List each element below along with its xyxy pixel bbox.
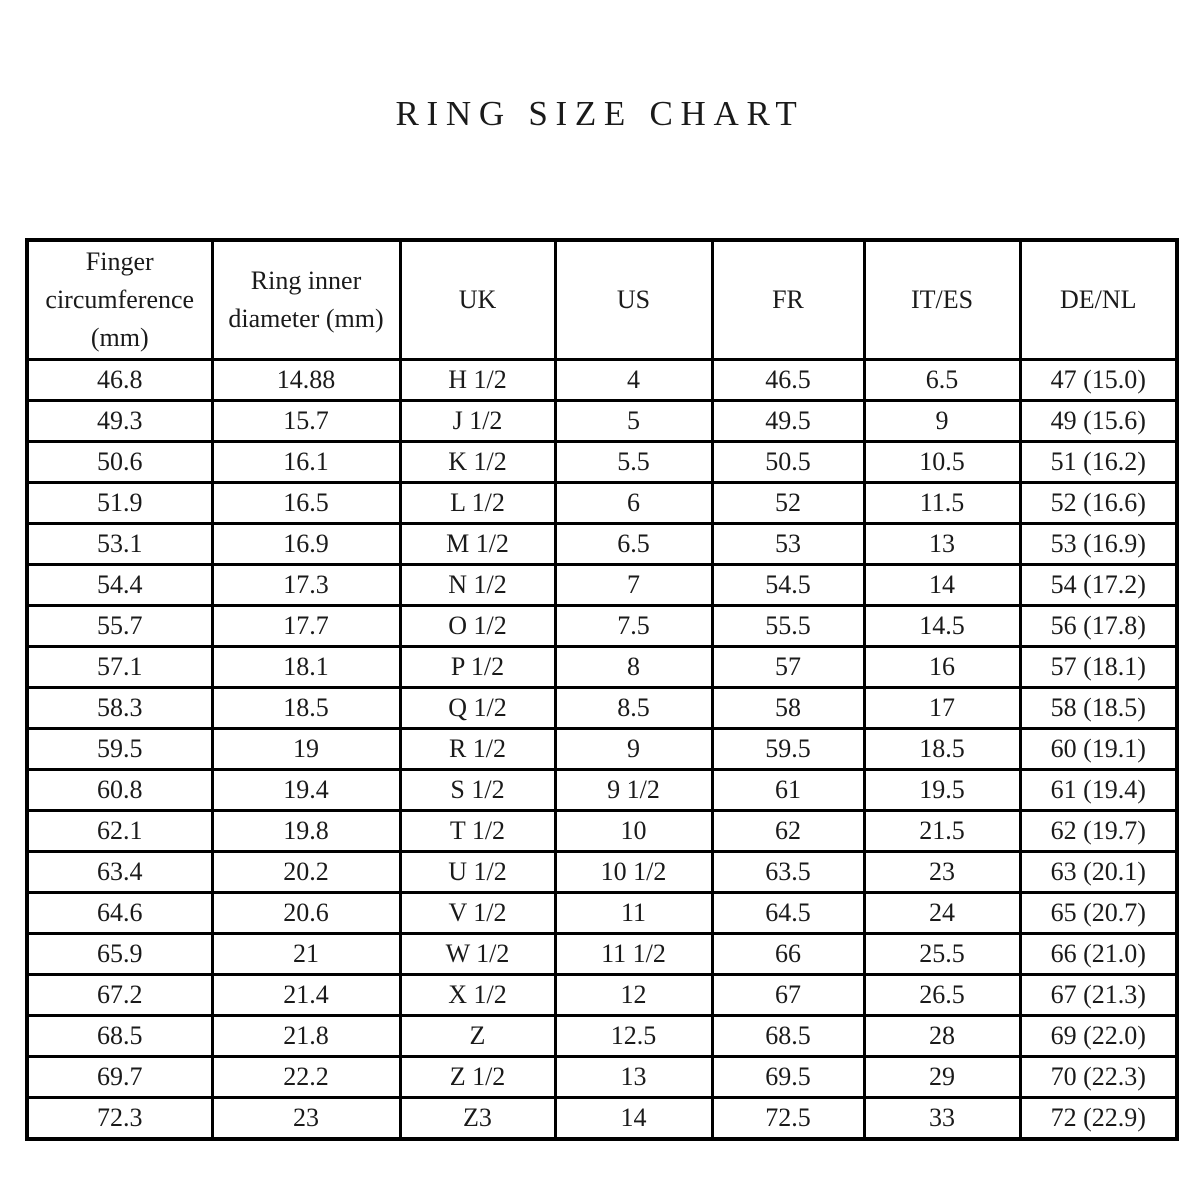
table-cell: 61 bbox=[712, 770, 864, 811]
table-cell: 63 (20.1) bbox=[1020, 852, 1177, 893]
table-cell: O 1/2 bbox=[400, 606, 555, 647]
table-cell: 58 (18.5) bbox=[1020, 688, 1177, 729]
table-cell: 18.1 bbox=[212, 647, 400, 688]
table-row bbox=[27, 852, 1177, 893]
table-cell: 14.88 bbox=[212, 360, 400, 401]
table-cell: M 1/2 bbox=[400, 524, 555, 565]
table-cell: 56 (17.8) bbox=[1020, 606, 1177, 647]
table-cell: 15.7 bbox=[212, 401, 400, 442]
table-cell: 24 bbox=[864, 893, 1020, 934]
table-cell: 54.4 bbox=[27, 565, 212, 606]
table-cell: Z 1/2 bbox=[400, 1057, 555, 1098]
table-cell: 65 (20.7) bbox=[1020, 893, 1177, 934]
table-cell: 23 bbox=[212, 1098, 400, 1140]
column-header: Ring inner diameter (mm) bbox=[212, 240, 400, 360]
table-cell: Z3 bbox=[400, 1098, 555, 1140]
table-cell: 25.5 bbox=[864, 934, 1020, 975]
table-cell: Z bbox=[400, 1016, 555, 1057]
table-cell: K 1/2 bbox=[400, 442, 555, 483]
ring-size-table bbox=[25, 238, 1179, 1141]
table-cell: 5 bbox=[555, 401, 712, 442]
table-cell: 5.5 bbox=[555, 442, 712, 483]
table-cell: 69.7 bbox=[27, 1057, 212, 1098]
table-cell: 28 bbox=[864, 1016, 1020, 1057]
table-cell: 12 bbox=[555, 975, 712, 1016]
table-cell: 63.5 bbox=[712, 852, 864, 893]
table-cell: 14 bbox=[555, 1098, 712, 1140]
table-cell: 18.5 bbox=[212, 688, 400, 729]
table-row bbox=[27, 770, 1177, 811]
table-cell: 7.5 bbox=[555, 606, 712, 647]
table-cell: 11 bbox=[555, 893, 712, 934]
table-cell: 53.1 bbox=[27, 524, 212, 565]
table-cell: 9 1/2 bbox=[555, 770, 712, 811]
table-cell: 20.6 bbox=[212, 893, 400, 934]
table-row bbox=[27, 647, 1177, 688]
table-row bbox=[27, 811, 1177, 852]
table-cell: 16.1 bbox=[212, 442, 400, 483]
table-cell: 16.9 bbox=[212, 524, 400, 565]
table-cell: J 1/2 bbox=[400, 401, 555, 442]
table-cell: 64.6 bbox=[27, 893, 212, 934]
column-header: IT/ES bbox=[864, 240, 1020, 360]
table-cell: 21.4 bbox=[212, 975, 400, 1016]
table-cell: 29 bbox=[864, 1057, 1020, 1098]
table-cell: 19 bbox=[212, 729, 400, 770]
column-header: Finger circumference (mm) bbox=[27, 240, 212, 360]
table-cell: 22.2 bbox=[212, 1057, 400, 1098]
table-cell: 55.7 bbox=[27, 606, 212, 647]
table-header-row bbox=[27, 240, 1177, 360]
table-cell: 14 bbox=[864, 565, 1020, 606]
table-cell: 58.3 bbox=[27, 688, 212, 729]
table-cell: 16.5 bbox=[212, 483, 400, 524]
table-row bbox=[27, 565, 1177, 606]
table-row bbox=[27, 360, 1177, 401]
column-header: FR bbox=[712, 240, 864, 360]
table-cell: 51 (16.2) bbox=[1020, 442, 1177, 483]
table-cell: 20.2 bbox=[212, 852, 400, 893]
table-cell: 49.5 bbox=[712, 401, 864, 442]
table-row bbox=[27, 688, 1177, 729]
table-cell: 57 bbox=[712, 647, 864, 688]
table-row bbox=[27, 483, 1177, 524]
table-cell: 11.5 bbox=[864, 483, 1020, 524]
page-title: RING SIZE CHART bbox=[395, 94, 805, 133]
table-cell: 67 bbox=[712, 975, 864, 1016]
table-cell: 53 (16.9) bbox=[1020, 524, 1177, 565]
table-cell: 19.5 bbox=[864, 770, 1020, 811]
table-cell: 68.5 bbox=[27, 1016, 212, 1057]
table-cell: 18.5 bbox=[864, 729, 1020, 770]
table-cell: L 1/2 bbox=[400, 483, 555, 524]
table-cell: 66 bbox=[712, 934, 864, 975]
table-cell: 13 bbox=[864, 524, 1020, 565]
table-cell: 14.5 bbox=[864, 606, 1020, 647]
table-cell: 21 bbox=[212, 934, 400, 975]
table-cell: 23 bbox=[864, 852, 1020, 893]
table-row bbox=[27, 934, 1177, 975]
table-cell: 69 (22.0) bbox=[1020, 1016, 1177, 1057]
table-cell: 70 (22.3) bbox=[1020, 1057, 1177, 1098]
column-header: UK bbox=[400, 240, 555, 360]
table-cell: 72.5 bbox=[712, 1098, 864, 1140]
table-cell: 11 1/2 bbox=[555, 934, 712, 975]
table-cell: Q 1/2 bbox=[400, 688, 555, 729]
table-row bbox=[27, 401, 1177, 442]
column-header: DE/NL bbox=[1020, 240, 1177, 360]
table-row bbox=[27, 1098, 1177, 1140]
table-cell: 10.5 bbox=[864, 442, 1020, 483]
table-row bbox=[27, 729, 1177, 770]
table-cell: 50.5 bbox=[712, 442, 864, 483]
table-row bbox=[27, 524, 1177, 565]
table-cell: 62 bbox=[712, 811, 864, 852]
table-cell: T 1/2 bbox=[400, 811, 555, 852]
table-cell: V 1/2 bbox=[400, 893, 555, 934]
table-cell: 68.5 bbox=[712, 1016, 864, 1057]
table-cell: U 1/2 bbox=[400, 852, 555, 893]
table-cell: 46.5 bbox=[712, 360, 864, 401]
table-row bbox=[27, 606, 1177, 647]
table-row bbox=[27, 893, 1177, 934]
table-cell: 19.4 bbox=[212, 770, 400, 811]
table-cell: 49 (15.6) bbox=[1020, 401, 1177, 442]
table-cell: 33 bbox=[864, 1098, 1020, 1140]
table-cell: 57 (18.1) bbox=[1020, 647, 1177, 688]
column-header: US bbox=[555, 240, 712, 360]
table-cell: 61 (19.4) bbox=[1020, 770, 1177, 811]
table-cell: 17 bbox=[864, 688, 1020, 729]
table-cell: 26.5 bbox=[864, 975, 1020, 1016]
table-cell: 16 bbox=[864, 647, 1020, 688]
table-row bbox=[27, 975, 1177, 1016]
table-cell: 50.6 bbox=[27, 442, 212, 483]
table-cell: 10 1/2 bbox=[555, 852, 712, 893]
table-cell: 60.8 bbox=[27, 770, 212, 811]
table-cell: 49.3 bbox=[27, 401, 212, 442]
table-cell: 9 bbox=[864, 401, 1020, 442]
table-cell: 9 bbox=[555, 729, 712, 770]
table-cell: 6.5 bbox=[555, 524, 712, 565]
table-cell: 67.2 bbox=[27, 975, 212, 1016]
table-cell: P 1/2 bbox=[400, 647, 555, 688]
table-cell: 58 bbox=[712, 688, 864, 729]
table-cell: 59.5 bbox=[27, 729, 212, 770]
table-cell: 17.7 bbox=[212, 606, 400, 647]
table-cell: 55.5 bbox=[712, 606, 864, 647]
table-cell: 6 bbox=[555, 483, 712, 524]
table-row bbox=[27, 1016, 1177, 1057]
table-cell: 46.8 bbox=[27, 360, 212, 401]
table-cell: 21.5 bbox=[864, 811, 1020, 852]
table-cell: 7 bbox=[555, 565, 712, 606]
table-cell: 10 bbox=[555, 811, 712, 852]
table-row bbox=[27, 442, 1177, 483]
table-cell: N 1/2 bbox=[400, 565, 555, 606]
table-cell: 6.5 bbox=[864, 360, 1020, 401]
table-cell: 4 bbox=[555, 360, 712, 401]
table-cell: 12.5 bbox=[555, 1016, 712, 1057]
table-row bbox=[27, 1057, 1177, 1098]
table-cell: 62 (19.7) bbox=[1020, 811, 1177, 852]
table-body bbox=[27, 360, 1177, 1140]
table-cell: 8.5 bbox=[555, 688, 712, 729]
table-cell: 65.9 bbox=[27, 934, 212, 975]
table-cell: 67 (21.3) bbox=[1020, 975, 1177, 1016]
table-cell: 57.1 bbox=[27, 647, 212, 688]
table-cell: 53 bbox=[712, 524, 864, 565]
table-cell: 17.3 bbox=[212, 565, 400, 606]
table-cell: 63.4 bbox=[27, 852, 212, 893]
table-cell: 64.5 bbox=[712, 893, 864, 934]
table-cell: 54.5 bbox=[712, 565, 864, 606]
table-header bbox=[27, 240, 1177, 360]
table-cell: 59.5 bbox=[712, 729, 864, 770]
table-cell: 21.8 bbox=[212, 1016, 400, 1057]
table-cell: 19.8 bbox=[212, 811, 400, 852]
table-cell: H 1/2 bbox=[400, 360, 555, 401]
table-cell: 69.5 bbox=[712, 1057, 864, 1098]
table-cell: 72.3 bbox=[27, 1098, 212, 1140]
table-cell: 47 (15.0) bbox=[1020, 360, 1177, 401]
table-cell: 62.1 bbox=[27, 811, 212, 852]
table-cell: X 1/2 bbox=[400, 975, 555, 1016]
table-cell: 8 bbox=[555, 647, 712, 688]
table-cell: R 1/2 bbox=[400, 729, 555, 770]
table-cell: 66 (21.0) bbox=[1020, 934, 1177, 975]
table-cell: 54 (17.2) bbox=[1020, 565, 1177, 606]
table-cell: 13 bbox=[555, 1057, 712, 1098]
table-cell: S 1/2 bbox=[400, 770, 555, 811]
table-cell: 52 (16.6) bbox=[1020, 483, 1177, 524]
table-cell: 51.9 bbox=[27, 483, 212, 524]
table-cell: 60 (19.1) bbox=[1020, 729, 1177, 770]
table-cell: 72 (22.9) bbox=[1020, 1098, 1177, 1140]
table-cell: W 1/2 bbox=[400, 934, 555, 975]
table-cell: 52 bbox=[712, 483, 864, 524]
